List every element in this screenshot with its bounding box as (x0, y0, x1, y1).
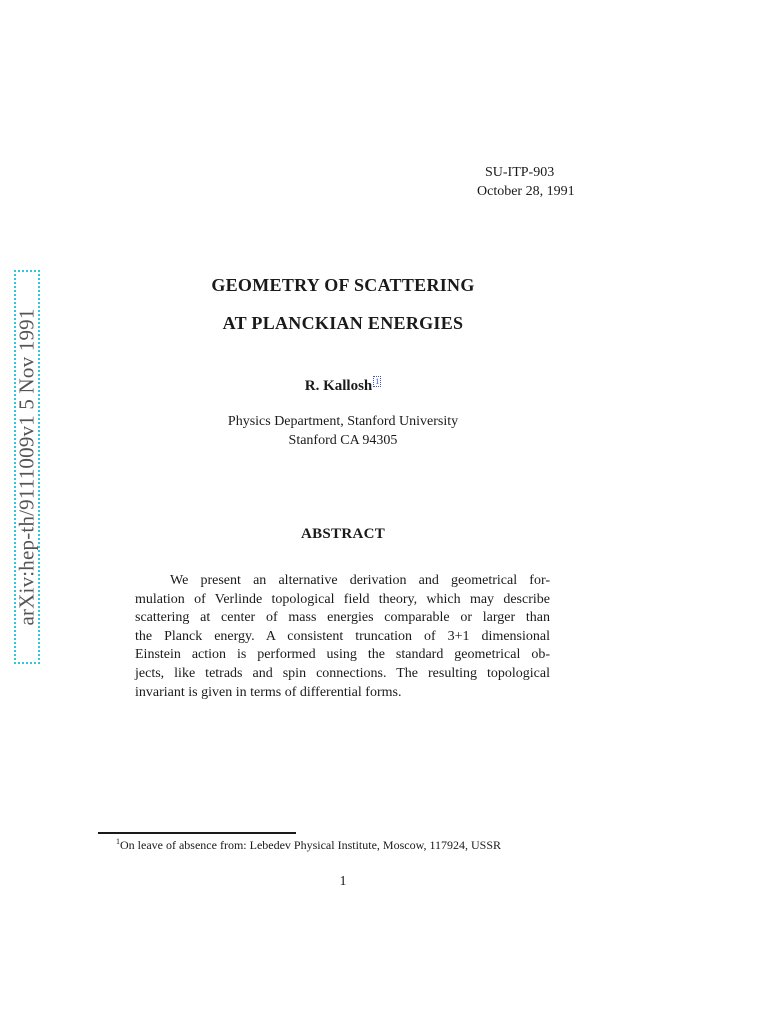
abstract-line: mulation of Verlinde topological field theory, which may describe (135, 591, 550, 607)
author-name: R. Kallosh (304, 378, 373, 394)
paper-title-line-2: AT PLANCKIAN ENERGIES (222, 313, 464, 333)
abstract-line: invariant is given in terms of differential forms. (135, 684, 402, 700)
abstract-line: Einstein action is performed using the standard geometrical ob- (135, 647, 550, 663)
report-number: SU-ITP-903 (485, 165, 555, 180)
abstract-line: the Planck energy. A consistent truncation of 3+1 dimensional (135, 628, 550, 644)
report-date: October 28, 1991 (477, 184, 575, 199)
arxiv-identifier: arXiv:hep-th/9111009v1 5 Nov 1991 (14, 308, 39, 626)
affiliation-department: Physics Department, Stanford University (227, 414, 459, 429)
page-number: 1 (339, 874, 347, 889)
affiliation-address: Stanford CA 94305 (288, 433, 398, 448)
abstract-line: We present an alternative derivation and geometrical for- (170, 573, 550, 588)
abstract-line: scattering at center of mass energies comparable or larger than (135, 610, 550, 626)
footnote-marker: 1 (116, 837, 120, 846)
paper-title-line-1: GEOMETRY OF SCATTERING (211, 275, 475, 295)
author-block (0, 376, 686, 395)
abstract-heading: ABSTRACT (300, 526, 386, 542)
abstract-body (135, 572, 550, 702)
footnote (116, 837, 501, 853)
footnote-link[interactable]: 1 (375, 377, 380, 386)
footnote-divider (98, 832, 296, 834)
footnote-text: On leave of absence from: Lebedev Physical Institute, Moscow, 117924, USSR (120, 838, 502, 852)
abstract-line: jects, like tetrads and spin connections. The resulting topological (135, 665, 550, 681)
